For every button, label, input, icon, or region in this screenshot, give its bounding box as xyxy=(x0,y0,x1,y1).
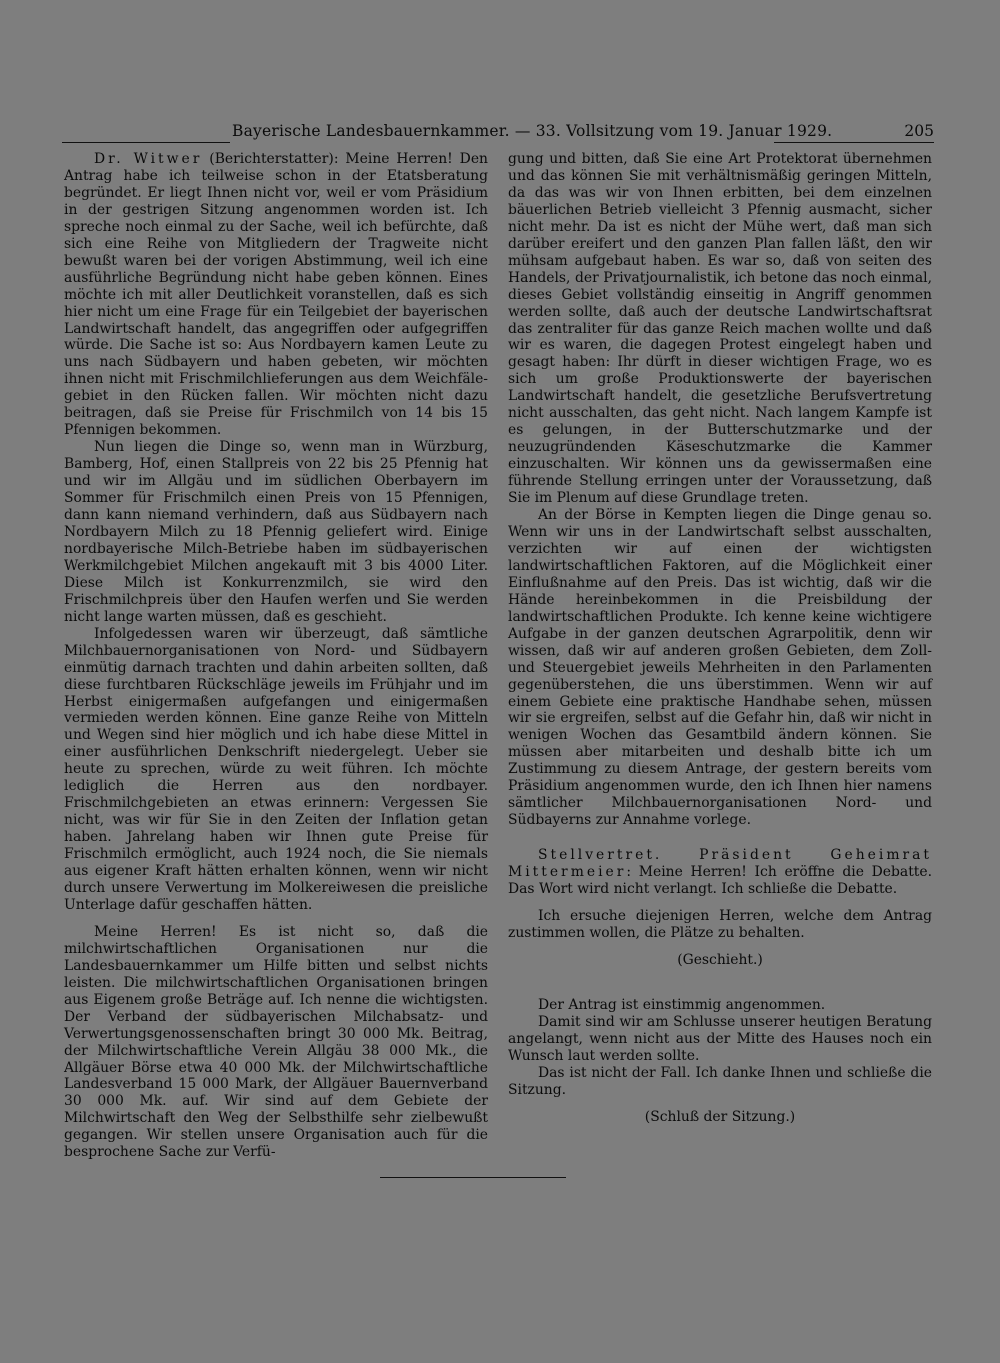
paragraph-text: : Meine Herren! Ich eröffne die Debatte. Das Wort wird nicht verlangt. Ich schließe die Debatte. xyxy=(508,864,932,898)
paragraph: Der Antrag ist einstimmig angenommen. xyxy=(538,996,826,1013)
page-header xyxy=(62,122,934,144)
closing-note: (Schluß der Sitzung.) xyxy=(644,1108,796,1125)
speaker-name: Dr. Witwer xyxy=(94,151,203,167)
paragraph xyxy=(508,847,932,898)
paragraph: Das ist nicht der Fall. Ich danke Ihnen und schließe die Sitzung. xyxy=(508,1064,932,1098)
header-title: Bayerische Landesbauernkammer. — 33. Vollsitzung vom 19. Januar 1929. xyxy=(232,122,833,140)
paragraph: gung und bitten, daß Sie eine Art Protektorat übernehmen und das können Sie mit verhältnismäßig geringen Mitteln, da das was wir von Ihnen erbitten, bei dem einzelnen bäuerlichen Betrieb vielleicht 3 Pfennig ausmacht, sicher nicht mehr. Da ist es nicht der Mühe wert, daß man sich darüber ereifert und den ganzen Plan fallen läßt, den wir mühsam aufgebaut haben. Es war so, daß von seiten des Handels, der Privatjournalistik, ich betone das noch einmal, dieses Gebiet vollständig einseitig in Angriff genommen werden sollte, daß auch der deutsche Landwirtschaftsrat das zentraliter für das ganze Reich machen wollte und daß wir es waren, die dagegen Protest eingelegt haben und gesagt haben: Ihr dürft in dieser wichtigen Frage, wo es sich um große Produktionswerte der bayerischen Landwirtschaft handelt, die gesetzliche Berufsvertretung nicht ausschalten, das geht nicht. Nach langem Kampfe ist es gelungen, in der Butterschutzmarke und der neuzugründenden Käseschutzmarke die Kammer einzuschalten. Wir können uns da gewissermaßen eine führende Stellung erringen unter der Voraussetzung, daß Sie im Plenum auf diese Grundlage treten. xyxy=(508,151,932,507)
left-column xyxy=(64,151,488,1161)
paragraph-text: (Berichterstatter): Meine Herren! Den Antrag habe ich teilweise schon in der Etatsberatung begründet. Er liegt Ihnen nicht vor, weil er vom Präsidium in der gestrigen Sitzung angenommen worden ist. Ich spreche noch einmal zu der Sache, weil ich befürchte, daß sich eine Reihe von Mitgliedern der Tragweite nicht bewußt waren bei der vorigen Abstimmung, weil ich eine ausführliche Begründung nicht habe geben können. Eines möchte ich mit aller Deutlichkeit voranstellen, daß es sich hier nicht um eine Frage für ein Teilgebiet der bayerischen Landwirtschaft handelt, das angegriffen oder aufgegriffen würde. Die Sache ist so: Aus Nordbayern kamen Leute zu uns nach Südbayern und haben gebeten, wir möchten ihnen nicht mit Frischmilchlieferungen aus dem Weichfäle-gebiet in den Rücken fallen. Wir möchten nicht dazu beitragen, daß sie Preise für Frischmilch von 14 bis 15 Pfennigen bekommen. xyxy=(64,151,488,439)
right-column xyxy=(508,151,932,1126)
paragraph: Nun liegen die Dinge so, wenn man in Würzburg, Bamberg, Hof, einen Stallpreis von 22 bis 25 Pfennig hat und wir im Allgäu und im südlichen Oberbayern im Sommer für Frischmilch einen Preis von 15 Pfennigen, dann kann niemand verhindern, daß aus Südbayern nach Nordbayern Milch zu 18 Pfennig geliefert wird. Einige nordbayerische Milch-Betriebe haben im südbayerischen Werkmilchgebiet Milchen angekauft mit 3 bis 4000 Liter. Diese Milch ist Konkurrenzmilch, sie wird den Frischmilchpreis über den Haufen werfen und Sie werden nicht lange warten müssen, daß es geschieht. xyxy=(64,439,488,625)
paragraph: Meine Herren! Es ist nicht so, daß die milchwirtschaftlichen Organisationen nur die Landesbauernkammer um Hilfe bitten und selbst nichts leisten. Die milchwirtschaftlichen Organisationen bringen aus Eigenem große Beträge auf. Ich nenne die wichtigsten. Der Verband der südbayerischen Milchabsatz- und Verwertungsgenossenschaften bringt 30 000 Mk. Beitrag, der Milchwirtschaftliche Verein Allgäu 38 000 Mk., die Allgäuer Börse etwa 40 000 Mk. der Milchwirtschaftliche Landesverband 15 000 Mark, der Allgäuer Bauernverband 30 000 Mk. auf. Wir sind auf dem Gebiete der Milchwirtschaft den Weg der Selbsthilfe sehr zielbewußt gegangen. Wir stellen unsere Organisation auch für die besprochene Sache zur Verfü- xyxy=(64,923,488,1161)
paragraph: Ich ersuche diejenigen Herren, welche dem Antrag zustimmen wollen, die Plätze zu behalten. xyxy=(508,907,932,941)
speaker-name: Stellvertret. Präsident Geheimrat Mittermeier xyxy=(508,847,932,881)
paragraph: Infolgedessen waren wir überzeugt, daß sämtliche Milchbauernorganisationen von Nord- und Südbayern einmütig darnach trachten und dahin arbeiten sollten, daß diese furchtbaren Rückschläge jeweils im Frühjahr und im Herbst einigermaßen aufgefangen und einigermaßen vermieden werden können. Eine ganze Reihe von Mitteln und Wegen sind hier möglich und ich habe diese Mittel in einer ausführlichen Denkschrift niedergelegt. Ueber sie heute zu sprechen, würde zu weit führen. Ich möchte lediglich die Herren aus den nordbayer. Frischmilchgebieten an etwas erinnern: Vergessen Sie nicht, was wir für Sie in den Zeiten der Inflation getan haben. Jahrelang haben wir Ihnen gute Preise für Frischmilch ermöglicht, auch 1924 noch, die Sie niemals aus eigener Kraft hätten erhalten können, wenn wir nicht durch unsere Verwertung im Molkereiwesen die preisliche Unterlage dafür geschaffen hätten. xyxy=(64,625,488,913)
paragraph: Damit sind wir am Schlusse unserer heutigen Beratung angelangt, wenn nicht aus der Mitte des Hauses noch ein Wunsch laut werden sollte. xyxy=(508,1013,932,1064)
page-number: 205 xyxy=(904,122,934,140)
stage-direction: (Geschieht.) xyxy=(677,951,763,968)
end-rule xyxy=(380,1177,566,1178)
paragraph xyxy=(64,151,488,439)
header-rule-left xyxy=(62,142,230,143)
header-rule-right xyxy=(774,142,934,143)
paragraph: An der Börse in Kempten liegen die Dinge genau so. Wenn wir uns in der Landwirtschaft selbst ausschalten, verzichten wir auf einen der wichtigsten landwirtschaftlichen Faktoren, auf die Möglichkeit einer Einflußnahme auf den Preis. Das ist wichtig, daß wir die Hände hereinbekommen in die Preisbildung der landwirtschaftlichen Produkte. Ich kenne keine wichtigere Aufgabe in der ganzen deutschen Agrarpolitik, denn wir wissen, daß wir auf anderen großen Gebieten, dem Zoll- und Steuergebiet jeweils Mehrheiten in den Parlamenten gegenüberstehen, die uns überstimmen. Wenn wir auf einem Gebiete eine praktische Handhabe sehen, müssen wir sie ergreifen, selbst auf die Gefahr hin, daß wir nicht in wenigen Wochen das Gesamtbild ändern können. Sie müssen aber mitarbeiten und deshalb bitte ich um Zustimmung zu diesem Antrage, der gestern bereits vom Präsidium angenommen wurde, den ich Ihnen hier namens sämtlicher Milchbauernorganisationen Nord- und Südbayerns zur Annahme vorlege. xyxy=(508,507,932,829)
